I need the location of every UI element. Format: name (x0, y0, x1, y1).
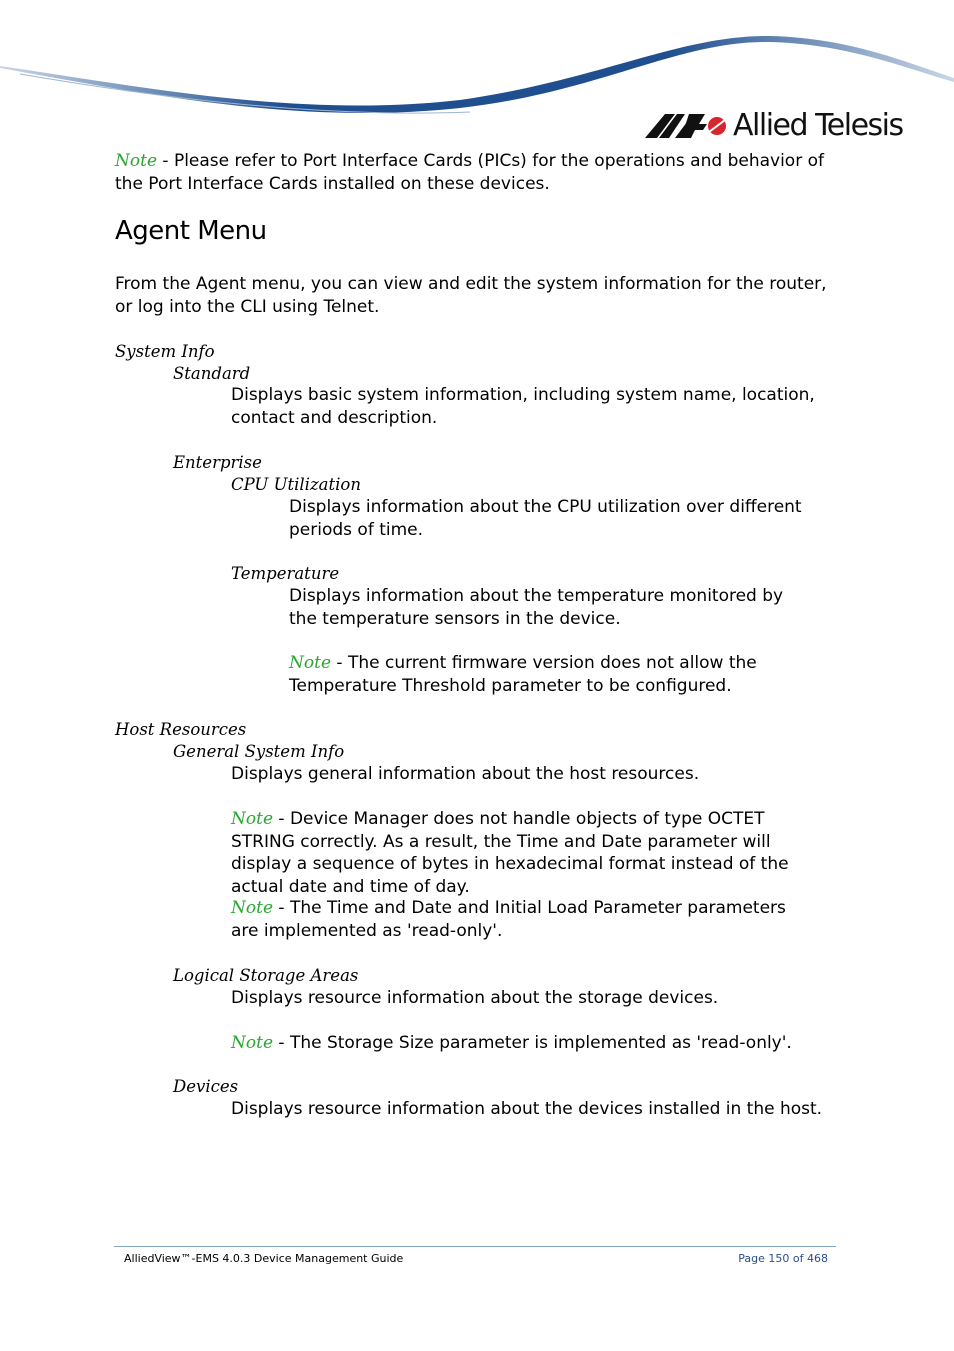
allied-telesis-mark-icon (645, 112, 727, 140)
section-intro: From the Agent menu, you can view and edit the system information for the router, or log into the CLI using Telnet. (115, 274, 827, 317)
note-text: - The Storage Size parameter is implemented as 'read-only'. (273, 1033, 792, 1053)
footer-document-title: AlliedView™-EMS 4.0.3 Device Management Guide (124, 1252, 404, 1265)
devices-description: Displays resource information about the devices installed in the host. (231, 1099, 823, 1119)
note-label: Note (231, 1033, 274, 1053)
note-text: - Please refer to Port Interface Cards (PICs) for the operations and behavior of the Port Interface Cards installed on these devices. (115, 151, 824, 194)
general-system-info-description: Displays general information about the host resources. (231, 764, 700, 784)
general-note-2 (231, 897, 791, 942)
footer-divider (114, 1246, 836, 1247)
host-resources-heading: Host Resources (115, 720, 247, 739)
note-label: Note (231, 809, 274, 829)
note-label: Note (231, 898, 274, 918)
standard-description: Displays basic system information, including system name, location, contact and description. (231, 385, 815, 428)
general-system-info-heading: General System Info (173, 742, 345, 761)
note-label: Note (115, 151, 158, 171)
intro-note (115, 150, 835, 195)
note-text: - The Time and Date and Initial Load Parameter parameters are implemented as 'read-only'. (231, 898, 786, 941)
note-text: - The current firmware version does not allow the Temperature Threshold parameter to be configured. (289, 653, 757, 696)
logical-storage-description: Displays resource information about the storage devices. (231, 988, 719, 1008)
enterprise-heading: Enterprise (173, 453, 262, 472)
note-text: - Device Manager does not handle objects of type OCTET STRING correctly. As a result, the Time and Date parameter will display a sequence of bytes in hexadecimal format instead of the actual date and time of day. (231, 809, 789, 897)
system-info-heading: System Info (115, 342, 215, 361)
standard-heading: Standard (173, 364, 251, 383)
cpu-utilization-heading: CPU Utilization (231, 475, 361, 494)
temperature-note (289, 652, 840, 697)
brand-name: Allied Telesis (733, 108, 903, 143)
cpu-utilization-description: Displays information about the CPU utilization over different periods of time. (289, 497, 802, 540)
footer-page-number: Page 150 of 468 (738, 1252, 828, 1265)
devices-heading: Devices (173, 1077, 239, 1096)
logical-storage-heading: Logical Storage Areas (173, 966, 359, 985)
temperature-heading: Temperature (231, 564, 340, 583)
brand-logo (645, 108, 903, 144)
note-label: Note (289, 653, 332, 673)
general-note-1 (231, 808, 827, 898)
storage-note (231, 1032, 831, 1055)
page-title: Agent Menu (115, 216, 267, 246)
temperature-description: Displays information about the temperature monitored by the temperature sensors in the device. (289, 586, 784, 629)
